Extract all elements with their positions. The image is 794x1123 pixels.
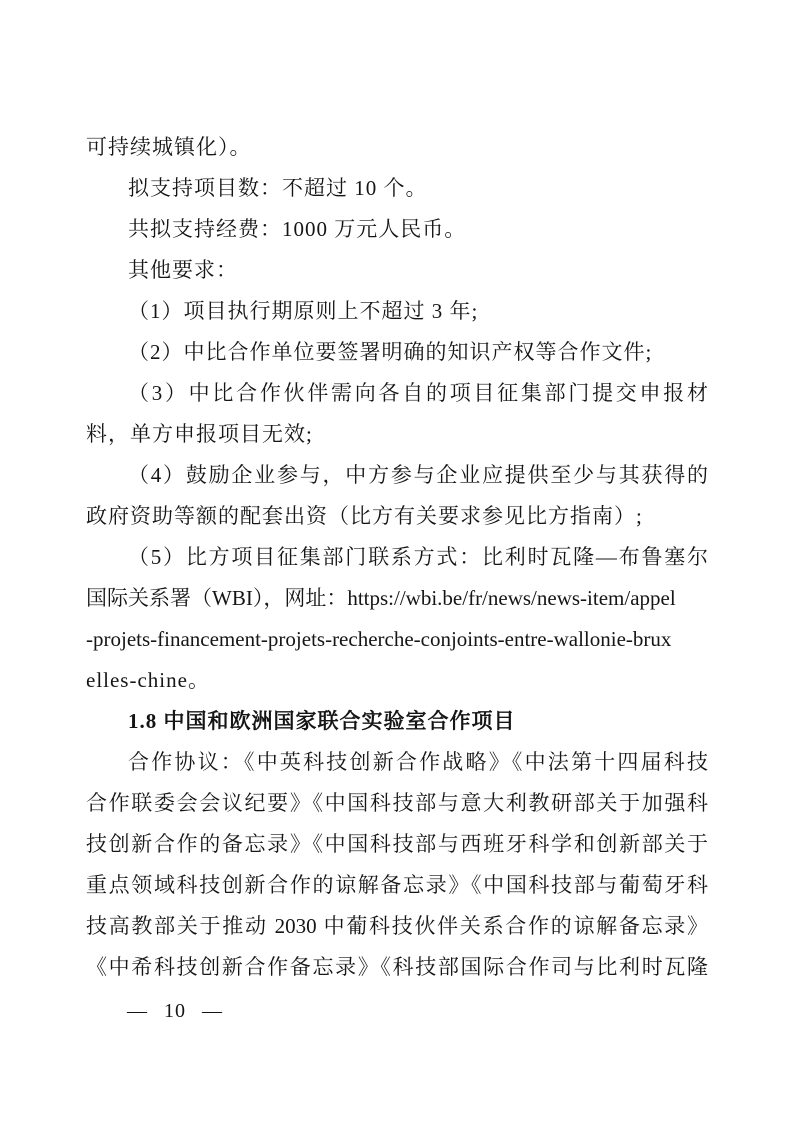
text-line: （1）项目执行期原则上不超过 3 年; — [128, 299, 479, 323]
text-line-url: elles-chine。 — [86, 668, 210, 692]
text-line: （3）中比合作伙伴需向各自的项目征集部门提交申报材 — [128, 381, 708, 405]
text-line: 技创新合作的备忘录》《中国科技部与西班牙科学和创新部关于 — [86, 832, 708, 856]
text-line: 其他要求： — [128, 258, 238, 282]
text-line: （2）中比合作单位要签署明确的知识产权等合作文件; — [128, 340, 653, 364]
text-line: 可持续城镇化）。 — [86, 135, 252, 159]
text-line-url: -projets-financement-projets-recherche-conjoints-entre-wallonie-brux — [86, 627, 672, 651]
text-line-url: 国际关系署（WBI），网址：https://wbi.be/fr/news/news-item/appel — [86, 586, 676, 610]
text-line: 拟支持项目数：不超过 10 个。 — [128, 176, 428, 200]
section-heading-1-8: 1.8 中国和欧洲国家联合实验室合作项目 — [128, 709, 516, 733]
text-line: 《中希科技创新合作备忘录》《科技部国际合作司与比利时瓦隆 — [86, 955, 708, 979]
text-line: 重点领域科技创新合作的谅解备忘录》《中国科技部与葡萄牙科 — [86, 873, 708, 897]
text-line: 技高教部关于推动 2030 中葡科技伙伴关系合作的谅解备忘录》 — [86, 914, 708, 938]
text-line: （5）比方项目征集部门联系方式：比利时瓦隆—布鲁塞尔 — [128, 545, 708, 569]
document-body — [86, 127, 708, 988]
text-line: 合作协议：《中英科技创新合作战略》《中法第十四届科技 — [128, 750, 708, 774]
text-line: 政府资助等额的配套出资（比方有关要求参见比方指南）; — [86, 504, 643, 528]
text-line: 共拟支持经费：1000 万元人民币。 — [128, 217, 467, 241]
text-line: 合作联委会会议纪要》《中国科技部与意大利教研部关于加强科 — [86, 791, 708, 815]
footer-page-number: — 10 — — [127, 1000, 223, 1022]
text-line: 料，单方申报项目无效; — [86, 422, 313, 446]
text-line: （4）鼓励企业参与，中方参与企业应提供至少与其获得的 — [128, 463, 708, 487]
